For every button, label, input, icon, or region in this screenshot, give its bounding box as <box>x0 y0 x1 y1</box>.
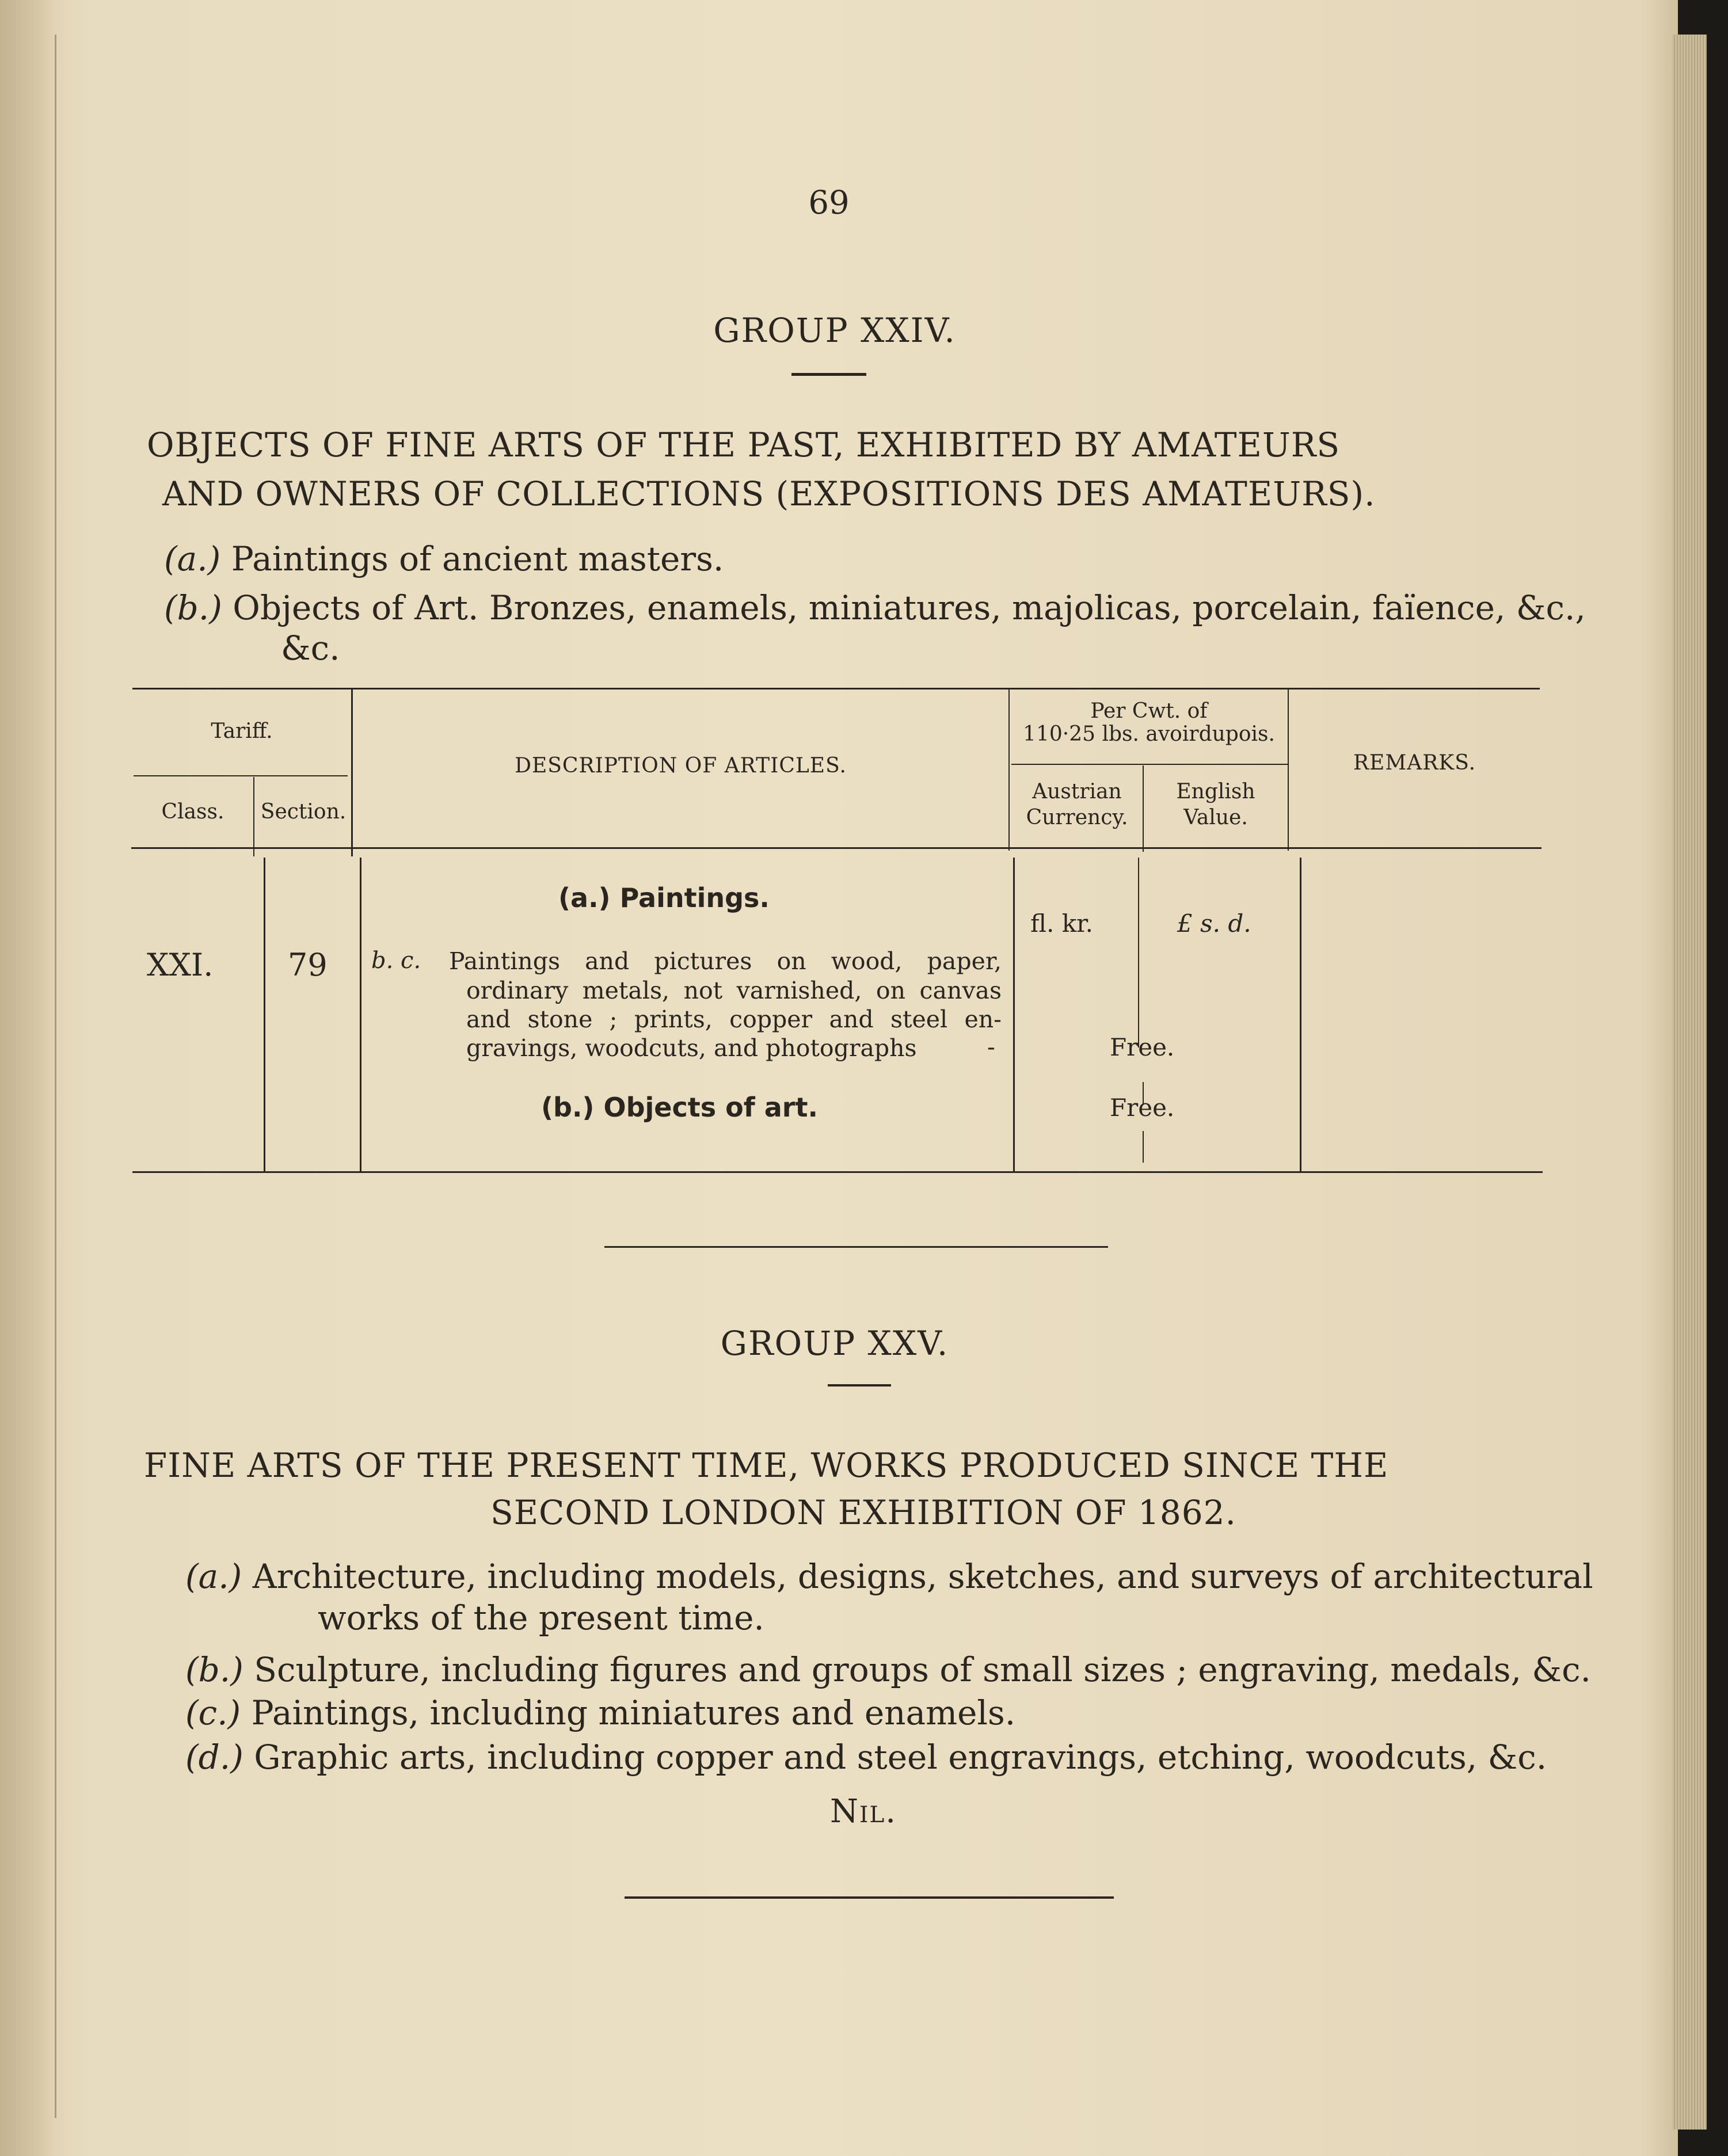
english-currency-units: £ s. d. <box>1177 909 1251 938</box>
free-value-paintings: Free. <box>1110 1033 1175 1061</box>
item-text: Architecture, including models, designs, sketches, and surveys of architectural <box>252 1557 1593 1596</box>
description-header: DESCRIPTION OF ARTICLES. <box>515 754 847 778</box>
item-label: (d.) <box>185 1738 243 1777</box>
item-text: Paintings of ancient masters. <box>231 539 724 578</box>
item-label: (a.) <box>185 1557 242 1596</box>
section-header: Section. <box>260 800 347 824</box>
item-text: Graphic arts, including copper and steel engravings, etching, woodcuts, &c. <box>254 1738 1547 1777</box>
subheading-objects-of-art: (b.) Objects of art. <box>541 1092 818 1123</box>
entry-line-4: gravings, woodcuts, and photographs <box>466 1034 917 1062</box>
group-xxiv-item-a <box>164 538 1546 580</box>
entry-leader-dash: - <box>987 1033 995 1061</box>
page-number: 69 <box>808 184 850 222</box>
group-xxiv-heading-line2: AND OWNERS OF COLLECTIONS (EXPOSITIONS DES AMATEURS). <box>162 474 1376 513</box>
body-col-divider <box>1138 858 1139 1047</box>
free-value-objects-of-art: Free. <box>1110 1094 1175 1122</box>
item-label: (b.) <box>164 588 222 627</box>
nil-note: Nil. <box>829 1793 897 1830</box>
body-col-divider <box>264 858 265 1171</box>
per-cwt-header-line1: Per Cwt. of <box>1090 699 1208 723</box>
item-text: Objects of Art. Bronzes, enamels, miniatures, majolicas, porcelain, faïence, &c., <box>233 588 1586 627</box>
group-xxv-item-c <box>185 1692 1613 1734</box>
austrian-currency-units: fl. kr. <box>1030 909 1093 938</box>
group-xxiv-heading-line1: OBJECTS OF FINE ARTS OF THE PAST, EXHIBITED BY AMATEURS <box>147 425 1341 464</box>
group-xxv-item-b <box>185 1649 1613 1690</box>
english-value-header-line1: English <box>1176 780 1255 803</box>
tariff-header: Tariff. <box>211 719 273 743</box>
group-xxv-item-d <box>185 1736 1613 1778</box>
cwt-sub-rule <box>1011 764 1288 765</box>
body-col-divider <box>360 858 361 1171</box>
group-xxv-heading-line2: SECOND LONDON EXHIBITION OF 1862. <box>490 1493 1236 1532</box>
section-divider-rule <box>604 1246 1108 1248</box>
page-gutter <box>0 0 58 2156</box>
subheading-paintings: (a.) Paintings. <box>558 882 770 913</box>
group-xxv-heading-line1: FINE ARTS OF THE PRESENT TIME, WORKS PRODUCED SINCE THE <box>144 1446 1389 1485</box>
page-stack-edge <box>1672 35 1707 2130</box>
english-value-header-line2: Value. <box>1183 806 1248 829</box>
item-label: (b.) <box>185 1650 243 1689</box>
group-xxv-item-a <box>185 1556 1613 1597</box>
body-col-divider <box>1013 858 1015 1171</box>
entry-line-3: and stone ; prints, copper and steel en- <box>466 1005 1002 1033</box>
table-bottom-rule <box>132 1171 1543 1173</box>
hdr-col-divider <box>1008 690 1010 851</box>
page-fold-line <box>55 35 56 2118</box>
hdr-col-divider <box>351 690 353 856</box>
body-col-divider <box>1300 858 1301 1171</box>
title-rule <box>828 1384 891 1386</box>
entry-line-2: ordinary metals, not varnished, on canvas <box>466 977 1002 1004</box>
class-value: XXI. <box>147 947 214 983</box>
austrian-currency-header-line2: Currency. <box>1026 806 1128 829</box>
class-header: Class. <box>161 800 224 824</box>
body-col-divider <box>1143 1131 1144 1163</box>
item-label: (a.) <box>164 539 221 578</box>
entry-line-1: Paintings and pictures on wood, paper, <box>449 947 1002 975</box>
group-xxv-title: GROUP XXV. <box>720 1324 949 1363</box>
item-text: Sculpture, including figures and groups of small sizes ; engraving, medals, &c. <box>254 1650 1591 1689</box>
tariff-sub-rule <box>134 775 348 776</box>
austrian-currency-header-line1: Austrian <box>1032 780 1122 803</box>
group-xxiv-item-b <box>164 587 1592 628</box>
closing-rule <box>625 1896 1114 1899</box>
group-xxiv-item-b-cont: &c. <box>281 628 340 668</box>
section-value: 79 <box>288 947 328 983</box>
group-xxiv-title: GROUP XXIV. <box>713 311 956 350</box>
title-rule <box>791 373 866 376</box>
per-cwt-header-line2: 110·25 lbs. avoirdupois. <box>1023 722 1275 746</box>
entry-label: b. c. <box>371 947 421 974</box>
item-label: (c.) <box>185 1693 241 1732</box>
table-header-rule <box>131 847 1542 849</box>
table-top-rule <box>132 688 1540 690</box>
item-text: Paintings, including miniatures and enamels. <box>251 1693 1016 1732</box>
hdr-col-divider <box>1288 690 1289 851</box>
remarks-header: REMARKS. <box>1353 751 1476 775</box>
group-xxv-item-a-cont: works of the present time. <box>318 1598 764 1637</box>
